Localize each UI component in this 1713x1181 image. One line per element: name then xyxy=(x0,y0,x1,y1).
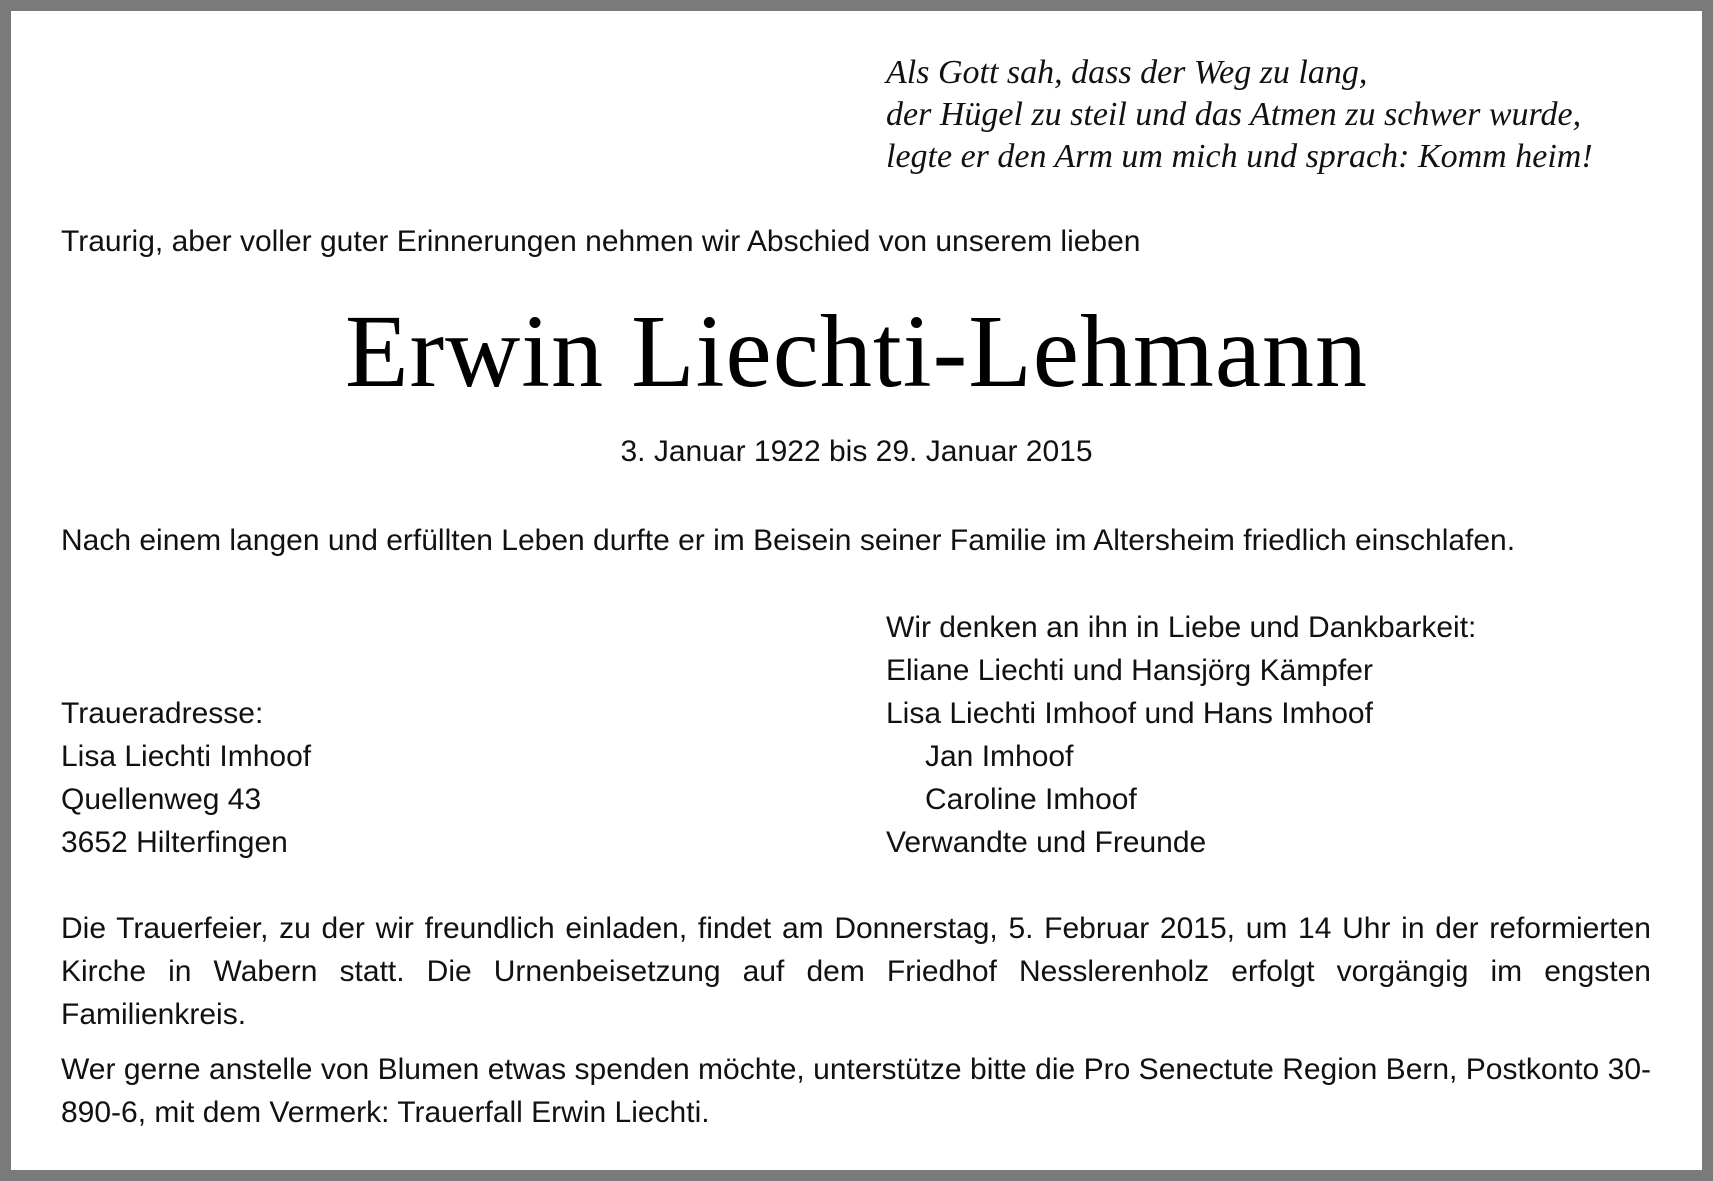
mourners-list xyxy=(886,606,1476,864)
deceased-name: Erwin Liechti-Lehmann xyxy=(344,294,1369,409)
verse-line: der Hügel zu steil und das Atmen zu schwer wurde, xyxy=(886,96,1582,133)
life-statement: Nach einem langen und erfüllten Leben durfte er im Beisein seiner Familie im Altersheim friedlich einschlafen. xyxy=(61,524,1516,557)
memorial-verse xyxy=(886,52,1666,178)
address-line: Lisa Liechti Imhoof xyxy=(61,740,312,773)
verse-line: Als Gott sah, dass der Weg zu lang, xyxy=(886,54,1368,91)
donation-notice: Wer gerne anstelle von Blumen etwas spenden möchte, unterstütze bitte die Pro Senectute Region Bern, Postkonto 30-890-6, mit dem Vermerk: Trauerfall Erwin Liechti. xyxy=(61,1053,1651,1129)
life-dates: 3. Januar 1922 bis 29. Januar 2015 xyxy=(620,435,1093,468)
mourner-line: Caroline Imhoof xyxy=(925,783,1137,816)
mourner-line: Lisa Liechti Imhoof und Hans Imhoof xyxy=(886,697,1373,730)
mourner-line: Eliane Liechti und Hansjörg Kämpfer xyxy=(886,654,1373,687)
mourning-address xyxy=(61,692,311,864)
address-line: Quellenweg 43 xyxy=(61,783,262,816)
address-line: 3652 Hilterfingen xyxy=(61,826,288,859)
intro-text: Traurig, aber voller guter Erinnerungen nehmen wir Abschied von unserem lieben xyxy=(61,225,1141,258)
mourner-line: Verwandte und Freunde xyxy=(886,826,1207,859)
mourners-heading: Wir denken an ihn in Liebe und Dankbarkeit: xyxy=(886,611,1477,644)
mourner-line: Jan Imhoof xyxy=(925,740,1074,773)
address-label: Traueradresse: xyxy=(61,697,264,730)
verse-line: legte er den Arm um mich und sprach: Komm heim! xyxy=(886,138,1593,175)
ceremony-notice: Die Trauerfeier, zu der wir freundlich einladen, findet am Donnerstag, 5. Februar 2015, um 14 Uhr in der reformierten Kirche in Wabern statt. Die Urnenbeisetzung auf dem Friedhof Nesslerenholz erfolgt vorgängig im engsten Familienkreis. xyxy=(61,912,1651,1031)
